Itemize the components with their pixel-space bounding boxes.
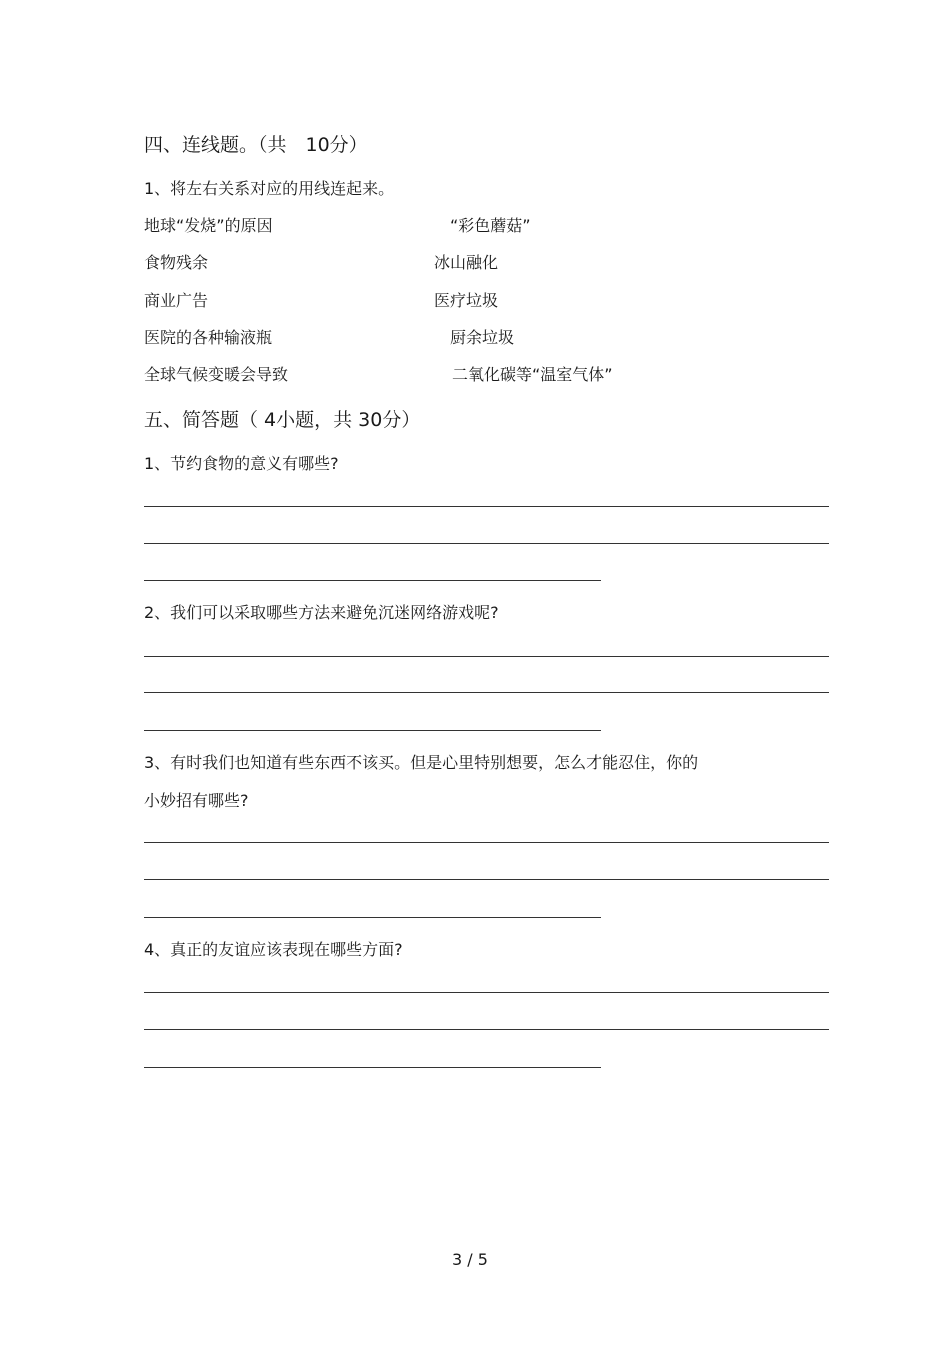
answer-line[interactable] bbox=[144, 842, 829, 843]
answer-line[interactable] bbox=[144, 543, 829, 544]
match-left-5: 全球气候变暖会导致 bbox=[144, 365, 289, 384]
question-5-1: 1、节约食物的意义有哪些? bbox=[144, 454, 339, 473]
match-left-1: 地球“发烧”的原因 bbox=[144, 216, 273, 235]
answer-line[interactable] bbox=[144, 580, 601, 581]
question-5-3-line-1: 3、有时我们也知道有些东西不该买。但是心里特别想要，怎么才能忍住，你的 bbox=[144, 753, 699, 772]
section-5-title: 五、简答题（ 4小题，共 30分） bbox=[144, 409, 421, 431]
match-left-3: 商业广告 bbox=[144, 291, 209, 310]
match-left-2: 食物残余 bbox=[144, 253, 209, 272]
answer-line[interactable] bbox=[144, 1067, 601, 1068]
answer-line[interactable] bbox=[144, 1029, 829, 1030]
section-4-title: 四、连线题。（共 10分） bbox=[144, 134, 368, 156]
match-right-3: 医疗垃圾 bbox=[434, 291, 499, 310]
answer-line[interactable] bbox=[144, 506, 829, 507]
question-5-3-line-2: 小妙招有哪些? bbox=[144, 791, 249, 810]
answer-line[interactable] bbox=[144, 730, 601, 731]
question-4-1: 1、将左右关系对应的用线连起来。 bbox=[144, 179, 395, 198]
answer-line[interactable] bbox=[144, 656, 829, 657]
answer-line[interactable] bbox=[144, 879, 829, 880]
match-right-1: “彩色蘑菇” bbox=[450, 216, 531, 235]
page-number: 3 / 5 bbox=[452, 1250, 488, 1269]
match-right-4: 厨余垃圾 bbox=[450, 328, 515, 347]
answer-line[interactable] bbox=[144, 917, 601, 918]
answer-line[interactable] bbox=[144, 692, 829, 693]
match-right-5: 二氧化碳等“温室气体” bbox=[452, 365, 613, 384]
answer-line[interactable] bbox=[144, 992, 829, 993]
question-5-4: 4、真正的友谊应该表现在哪些方面? bbox=[144, 940, 403, 959]
question-5-2: 2、我们可以采取哪些方法来避免沉迷网络游戏呢? bbox=[144, 603, 499, 622]
match-right-2: 冰山融化 bbox=[434, 253, 499, 272]
match-left-4: 医院的各种输液瓶 bbox=[144, 328, 273, 347]
